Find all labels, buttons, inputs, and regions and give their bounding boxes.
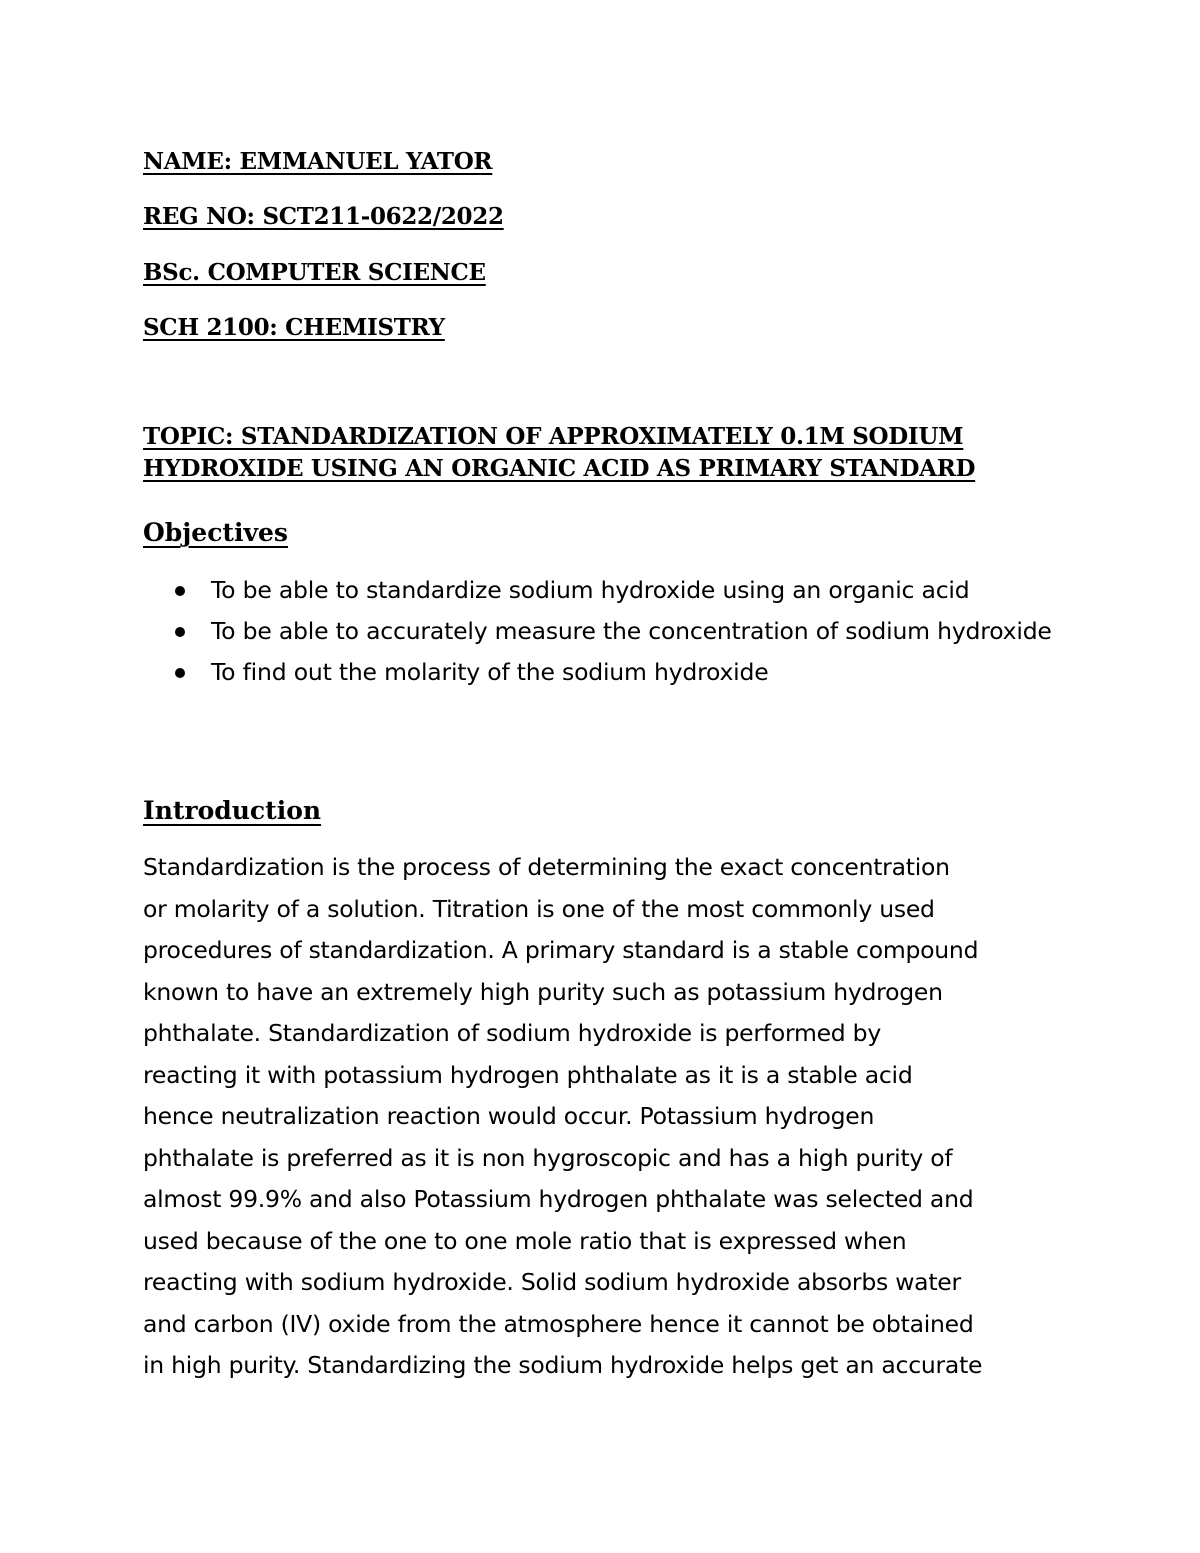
- unit-name: SCH 2100: CHEMISTRY: [143, 314, 445, 341]
- list-item: [143, 570, 1073, 611]
- topic-line-1: TOPIC: STANDARDIZATION OF APPROXIMATELY 0.1M SODIUM: [143, 423, 964, 450]
- paragraph-line: phthalate. Standardization of sodium hydroxide is performed by: [143, 1019, 882, 1047]
- bullet-icon: [175, 586, 185, 596]
- paragraph-line: procedures of standardization. A primary standard is a stable compound: [143, 936, 979, 964]
- paragraph-line: in high purity. Standardizing the sodium hydroxide helps get an accurate: [143, 1351, 983, 1379]
- paragraph-line: known to have an extremely high purity such as potassium hydrogen: [143, 977, 943, 1006]
- paragraph-line: hence neutralization reaction would occur. Potassium hydrogen: [143, 1102, 875, 1130]
- objective-text: To be able to accurately measure the concentration of sodium hydroxide: [211, 617, 1052, 645]
- student-name: NAME: EMMANUEL YATOR: [143, 148, 493, 175]
- objective-text: To find out the molarity of the sodium hydroxide: [211, 658, 769, 686]
- course-name: BSc. COMPUTER SCIENCE: [143, 259, 486, 286]
- objectives-list: [143, 570, 1073, 693]
- registration-number: REG NO: SCT211-0622/2022: [143, 203, 504, 230]
- topic-line-2: HYDROXIDE USING AN ORGANIC ACID AS PRIMARY STANDARD: [143, 455, 976, 482]
- paragraph-line: used because of the one to one mole ratio that is expressed when: [143, 1226, 907, 1255]
- paragraph-line: reacting with sodium hydroxide. Solid sodium hydroxide absorbs water: [143, 1268, 961, 1296]
- bullet-icon: [175, 668, 185, 678]
- paragraph-line: phthalate is preferred as it is non hygroscopic and has a high purity of: [143, 1143, 953, 1172]
- paragraph-line: reacting it with potassium hydrogen phthalate as it is a stable acid: [143, 1060, 913, 1089]
- introduction-heading: Introduction: [143, 796, 322, 825]
- bullet-icon: [175, 627, 185, 637]
- list-item: [143, 611, 1073, 652]
- paragraph-line: almost 99.9% and also Potassium hydrogen phthalate was selected and: [143, 1185, 974, 1213]
- objective-text: To be able to standardize sodium hydroxide using an organic acid: [211, 576, 970, 604]
- paragraph-line: or molarity of a solution. Titration is one of the most commonly used: [143, 894, 935, 923]
- paragraph-line: and carbon (IV) oxide from the atmosphere hence it cannot be obtained: [143, 1309, 974, 1338]
- objectives-heading: Objectives: [143, 518, 288, 547]
- topic-heading: [143, 421, 1053, 485]
- list-item: [143, 652, 1073, 693]
- paragraph-line: Standardization is the process of determining the exact concentration: [143, 853, 950, 881]
- introduction-paragraph: [143, 847, 1068, 1387]
